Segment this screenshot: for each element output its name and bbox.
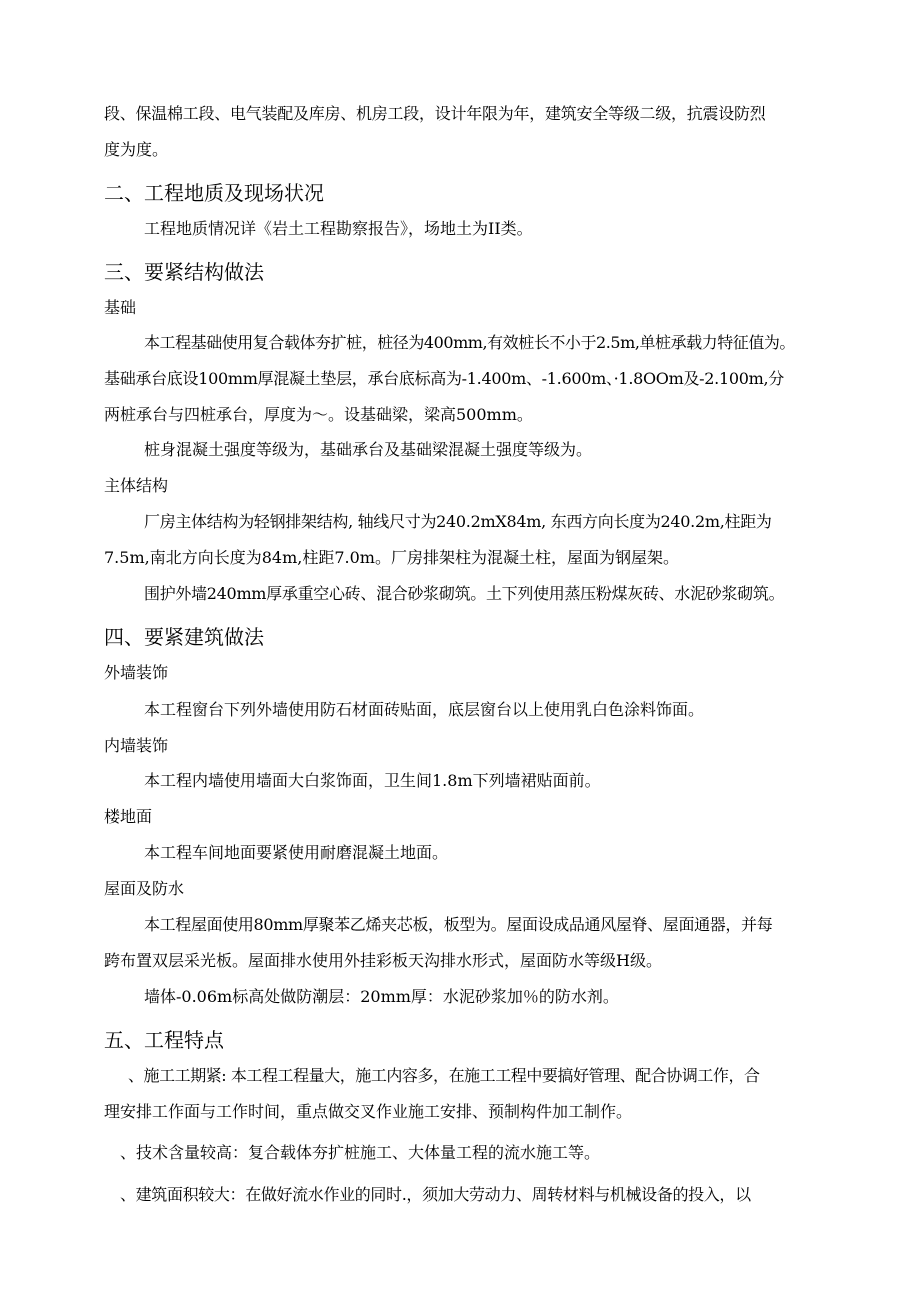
subsection-title: 屋面及防水 <box>104 879 185 898</box>
paragraph-line: 厂房主体结构为轻钢排架结构, 轴线尺寸为240.2mX84m, 东西方向长度为240.2m,柱距为 <box>144 512 772 531</box>
paragraph-line: 本工程车间地面要紧使用耐磨混凝土地面。 <box>144 843 449 862</box>
paragraph-line: 桩身混凝土强度等级为，基础承台及基础梁混凝土强度等级为。 <box>144 440 593 459</box>
paragraph-line: 、施工工期紧: 本工程工程量大，施工内容多，在施工工程中要搞好管理、配合协调工作，合 <box>128 1066 760 1085</box>
subsection-title: 楼地面 <box>104 807 153 826</box>
paragraph-line: 工程地质情况详《岩土工程勘察报告》，场地土为II类。 <box>144 219 533 238</box>
subsection-title: 基础 <box>104 298 137 317</box>
subsection-title: 内墙装饰 <box>104 736 169 755</box>
paragraph-line: 、建筑面积较大：在做好流水作业的同时.，须加大劳动力、周转材料与机械设备的投入，以 <box>120 1185 751 1204</box>
section-heading-3: 三、要紧结构做法 <box>104 260 264 284</box>
paragraph-line: 理安排工作面与工作时间，重点做交叉作业施工安排、预制构件加工制作。 <box>104 1102 633 1121</box>
paragraph-line: 两桩承台与四桩承台，厚度为～。设基础梁，梁高500mm。 <box>104 405 533 424</box>
paragraph-line: 墙体-0.06m标高处做防潮层：20mm厚：水泥砂浆加％的防水剂。 <box>144 987 619 1006</box>
section-heading-2: 二、工程地质及现场状况 <box>104 181 324 205</box>
paragraph-line: 本工程屋面使用80mm厚聚苯乙烯夹芯板，板型为。屋面设成品通风屋脊、屋面通器，并每 <box>144 915 773 934</box>
subsection-title: 外墙装饰 <box>104 663 169 682</box>
paragraph-line: 围护外墙240mm厚承重空心砖、混合砂浆砌筑。土下列使用蒸压粉煤灰砖、水泥砂浆砌筑。 <box>144 584 785 603</box>
paragraph-line: 度为度。 <box>104 140 169 159</box>
paragraph-line: 段、保温棉工段、电气装配及库房、机房工段，设计年限为年，建筑安全等级二级，抗震设防烈 <box>104 104 766 123</box>
paragraph-line: 本工程窗台下列外墙使用防石材面砖贴面，底层窗台以上使用乳白色涂料饰面。 <box>144 700 705 719</box>
paragraph-line: 本工程内墙使用墙面大白浆饰面，卫生间1.8m下列墙裙贴面前。 <box>144 771 601 790</box>
paragraph-line: 本工程基础使用复合载体夯扩桩，桩径为400mm,有效桩长不小于2.5m,单桩承载力特征值为。 <box>144 333 795 352</box>
section-heading-5: 五、工程特点 <box>104 1028 224 1052</box>
subsection-title: 主体结构 <box>104 476 169 495</box>
paragraph-line: 、技术含量较高：复合载体夯扩桩施工、大体量工程的流水施工等。 <box>120 1143 601 1162</box>
paragraph-line: 跨布置双层采光板。屋面排水使用外挂彩板天沟排水形式，屋面防水等级H级。 <box>104 951 662 970</box>
paragraph-line: 基础承台底设100mm厚混凝土垫层，承台底标高为-1.400m、-1.600m、·1.8OOm及-2.100m,分 <box>104 369 784 388</box>
section-heading-4: 四、要紧建筑做法 <box>104 625 264 649</box>
paragraph-line: 7.5m,南北方向长度为84m,柱距7.0m。厂房排架柱为混凝土柱，屋面为钢屋架。 <box>104 548 679 567</box>
